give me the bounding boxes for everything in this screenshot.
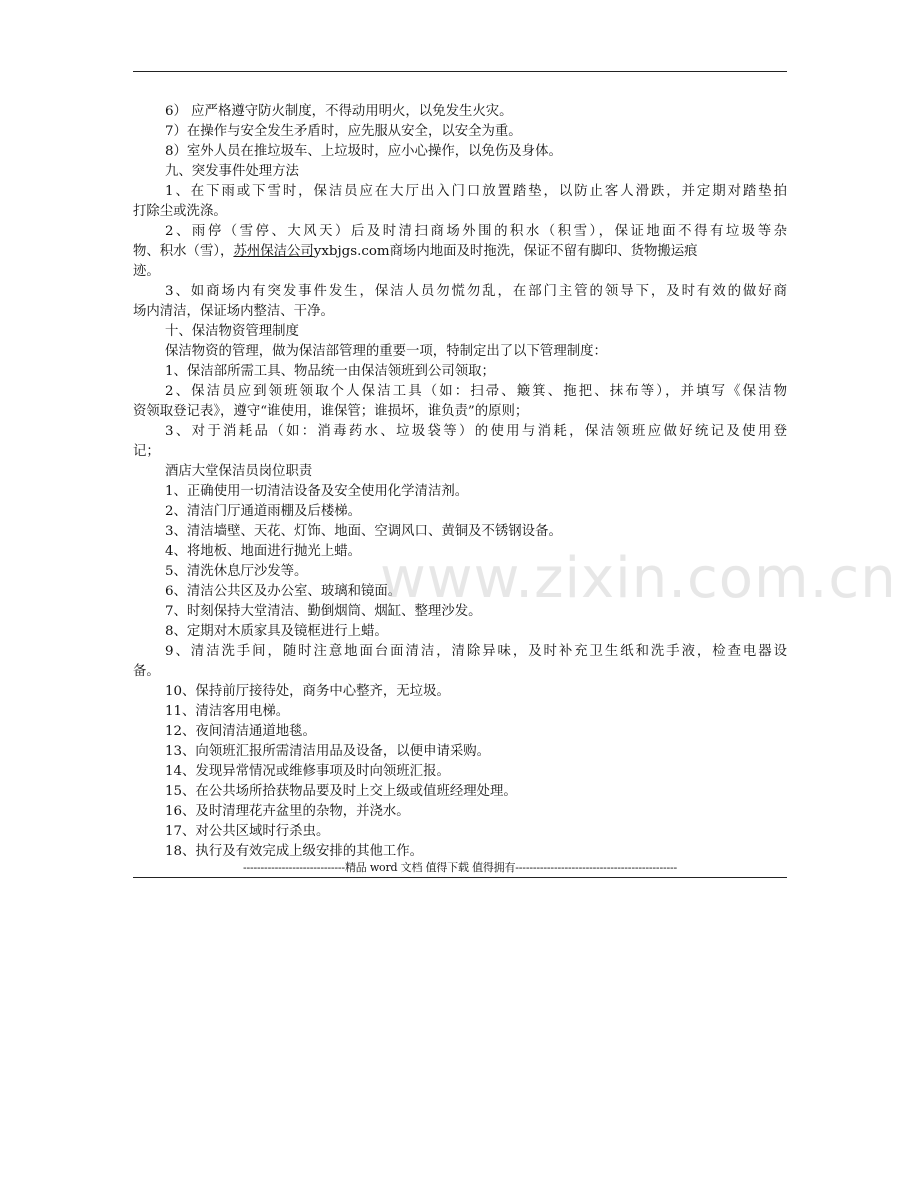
list-item: 3、清洁墙壁、天花、灯饰、地面、空调风口、黄铜及不锈钢设备。: [165, 524, 562, 539]
footer-rule: [133, 877, 787, 878]
paragraph-line: 打除尘或洗涤。: [133, 204, 227, 219]
list-item: 9、清洁洗手间，随时注意地面台面清洁，清除异味，及时补充卫生纸和洗手液，检查电器设: [165, 644, 787, 659]
header-rule: [133, 71, 787, 72]
list-item: 5、清洗休息厅沙发等。: [165, 564, 308, 579]
paragraph-line: 1、在下雨或下雪时，保洁员应在大厅出入门口放置踏垫，以防止客人滑跌，并定期对踏垫拍: [165, 184, 787, 199]
paragraph-line: 2、保洁员应到领班领取个人保洁工具（如：扫帚、簸箕、拖把、抹布等），并填写《保洁物: [165, 384, 787, 399]
list-item: 8、定期对木质家具及镜框进行上蜡。: [165, 624, 388, 639]
list-item: 11、清洁客用电梯。: [165, 704, 290, 719]
paragraph-line: 场内清洁，保证场内整洁、干净。: [133, 304, 334, 319]
paragraph-line: 3、对于消耗品（如：消毒药水、垃圾袋等）的使用与消耗，保洁领班应做好统记及使用登: [165, 424, 787, 439]
text-run: 物、积水（雪），: [133, 244, 234, 259]
paragraph-line: 3、如商场内有突发事件发生，保洁人员勿慌勿乱，在部门主管的领导下，及时有效的做好商: [165, 284, 787, 299]
section-heading: 十、保洁物资管理制度: [165, 324, 299, 339]
paragraph-line: [133, 242, 787, 262]
company-link[interactable]: 苏州保洁公司: [233, 244, 314, 259]
list-item: 17、对公共区域时行杀虫。: [165, 824, 330, 839]
paragraph-line: 7）在操作与安全发生矛盾时，应先服从安全，以安全为重。: [165, 124, 522, 139]
watermark: www.zixin.com.cn: [380, 546, 897, 611]
paragraph-line: 记；: [133, 444, 160, 459]
list-item: 13、向领班汇报所需清洁用品及设备，以便申请采购。: [165, 744, 491, 759]
text-run: yxbjgs.com商场内地面及时拖洗，保证不留有脚印、货物搬运痕: [313, 244, 698, 259]
list-item: 14、发现异常情况或维修事项及时向领班汇报。: [165, 764, 450, 779]
section-heading: 九、突发事件处理方法: [165, 164, 299, 179]
footer-text: -----------------------------精品 word 文档 值得下载 值得拥有----------------------------------------------: [242, 861, 678, 874]
list-item: 4、将地板、地面进行抛光上蜡。: [165, 544, 361, 559]
list-item: 10、保持前厅接待处，商务中心整齐，无垃圾。: [165, 684, 450, 699]
paragraph-line: 1、保洁部所需工具、物品统一由保洁领班到公司领取；: [165, 364, 495, 379]
paragraph-line: 2、雨停（雪停、大风天）后及时清扫商场外围的积水（积雪），保证地面不得有垃圾等杂: [165, 224, 787, 239]
list-item: 16、及时清理花卉盆里的杂物，并浇水。: [165, 804, 410, 819]
list-item: 15、在公共场所拾获物品要及时上交上级或值班经理处理。: [165, 784, 517, 799]
list-item: 6、清洁公共区及办公室、玻璃和镜面。: [165, 584, 402, 599]
list-item: 12、夜间清洁通道地毯。: [165, 724, 316, 739]
paragraph-line: 6） 应严格遵守防火制度，不得动用明火，以免发生火灾。: [165, 104, 513, 119]
list-item-continuation: 备。: [133, 664, 160, 679]
document-body: [133, 102, 787, 862]
list-item: 2、清洁门厅通道雨棚及后楼梯。: [165, 504, 361, 519]
list-item: 1、正确使用一切清洁设备及安全使用化学清洁剂。: [165, 484, 469, 499]
section-heading: 酒店大堂保洁员岗位职责: [165, 464, 313, 479]
paragraph-line: 保洁物资的管理，做为保洁部管理的重要一项，特制定出了以下管理制度：: [165, 344, 607, 359]
paragraph-line: 资领取登记表》，遵守“谁使用，谁保管；谁损坏，谁负责”的原则；: [133, 404, 529, 419]
paragraph-line: 迹。: [133, 264, 160, 279]
paragraph-line: 8）室外人员在推垃圾车、上垃圾时，应小心操作，以免伤及身体。: [165, 144, 562, 159]
list-item: 18、执行及有效完成上级安排的其他工作。: [165, 844, 424, 859]
list-item: 7、时刻保持大堂清洁、勤倒烟筒、烟缸、整理沙发。: [165, 604, 482, 619]
